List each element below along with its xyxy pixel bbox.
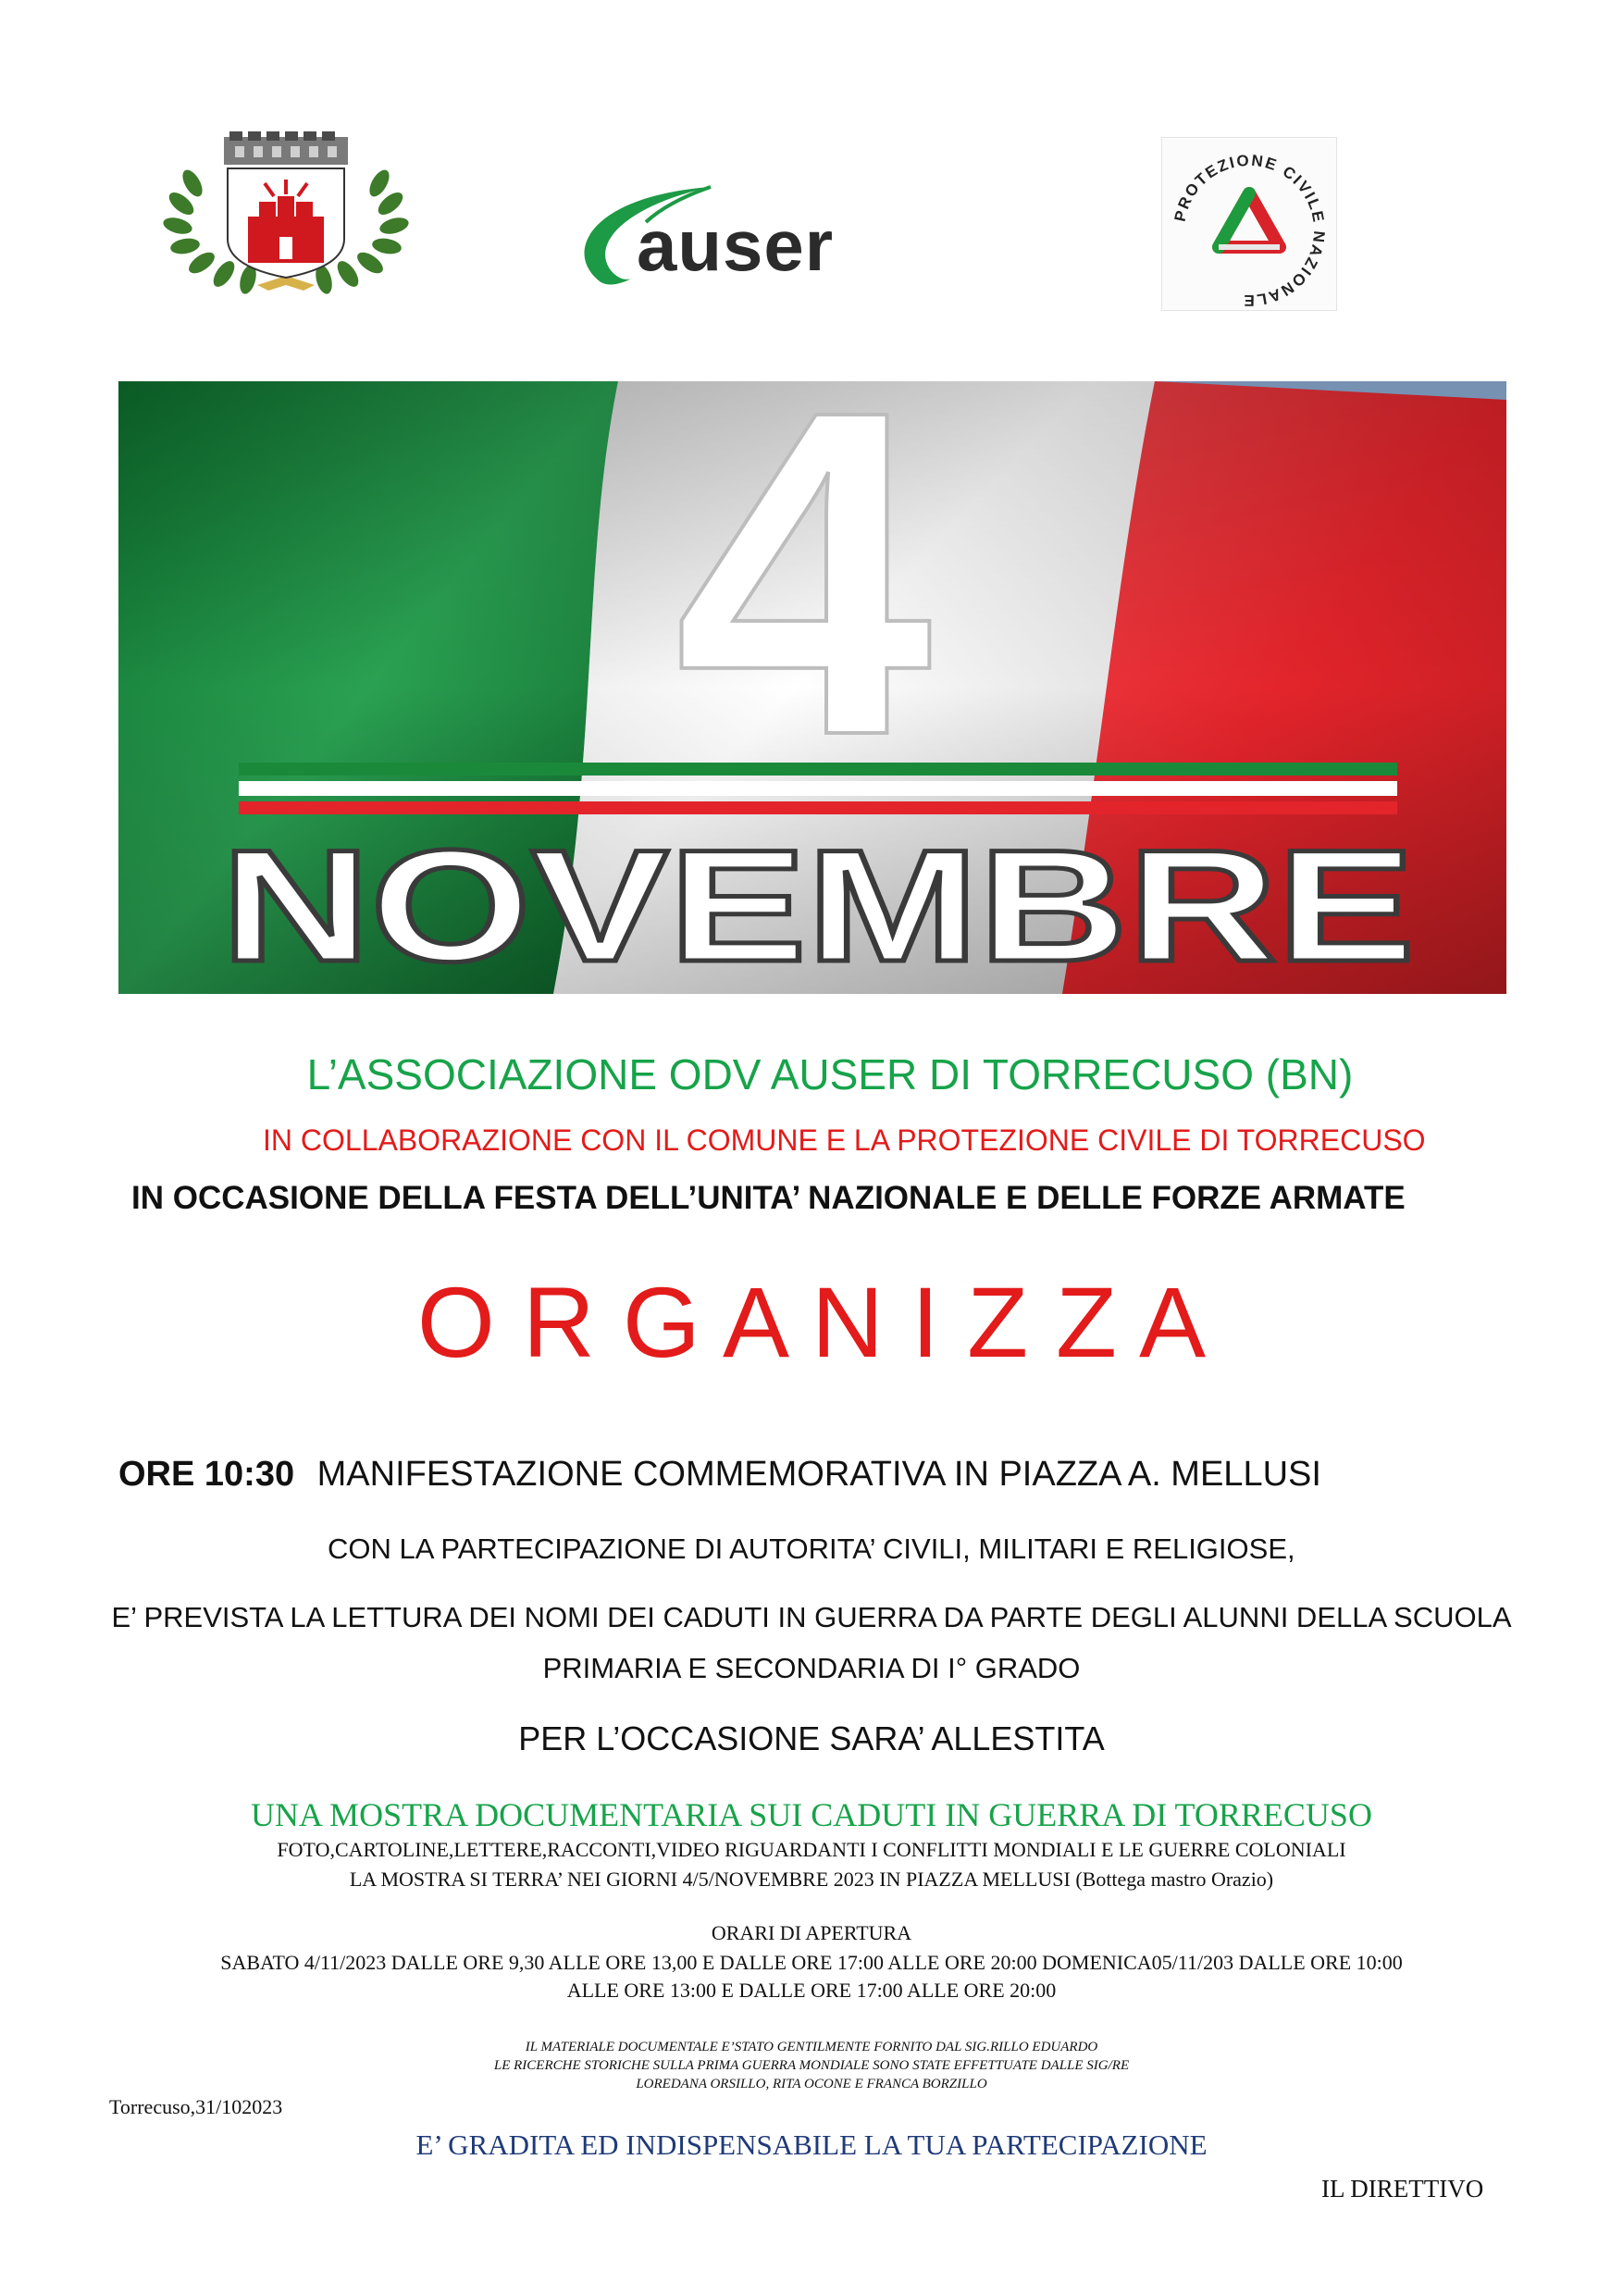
svg-text:PROTEZIONE CIVILE NAZIONALE [1171, 152, 1329, 309]
hours-line-1: SABATO 4/11/2023 DALLE ORE 9,30 ALLE ORE 13,00 E DALLE ORE 17:00 ALLE ORE 20:00 DOMENICA05/11/203 DALLE ORE 10:00 [220, 1951, 1403, 1974]
program-event: MANIFESTAZIONE COMMEMORATIVA IN PIAZZA A. MELLUSI [316, 1455, 1321, 1494]
credits-line-1: IL MATERIALE DOCUMENTALE E’STATO GENTILMENTE FORNITO DAL SIG.RILLO EDUARDO [525, 2040, 1098, 2054]
hours-title: ORARI DI APERTURA [711, 1921, 912, 1944]
association-title: L’ASSOCIAZIONE ODV AUSER DI TORRECUSO (BN) [306, 1050, 1354, 1098]
occasion-line: IN OCCASIONE DELLA FESTA DELL’UNITA’ NAZIONALE E DELLE FORZE ARMATE [131, 1180, 1406, 1216]
place-date: Torrecuso,31/102023 [109, 2095, 283, 2118]
reading-line-2: PRIMARIA E SECONDARIA DI I° GRADO [542, 1652, 1081, 1684]
auser-logo [572, 178, 935, 289]
credits-line-3: LOREDANA ORSILLO, RITA OCONE E FRANCA BORZILLO [636, 2077, 987, 2091]
banner-month: NOVEMBRE [221, 817, 1415, 994]
exhibition-contents: FOTO,CARTOLINE,LETTERE,RACCONTI,VIDEO RIGUARDANTI I CONFLITTI MONDIALI E LE GUERRE COLONIALI [277, 1838, 1346, 1861]
coat-of-arms [155, 128, 416, 296]
call-to-action: E’ GRADITA ED INDISPENSABILE LA TUA PARTECIPAZIONE [415, 2128, 1208, 2161]
collaboration-line: IN COLLABORAZIONE CON IL COMUNE E LA PROTEZIONE CIVILE DI TORRECUSO [263, 1123, 1426, 1157]
exhibition-dates: LA MOSTRA SI TERRA’ NEI GIORNI 4/5/NOVEMBRE 2023 IN PIAZZA MELLUSI (Bottega mastro Orazio) [349, 1868, 1274, 1891]
participation-line: CON LA PARTECIPAZIONE DI AUTORITA’ CIVILI, MILITARI E RELIGIOSE, [328, 1533, 1295, 1565]
program-time: ORE 10:30 [118, 1455, 295, 1494]
organizza-heading: O R G A N I Z Z A [416, 1266, 1207, 1378]
protezione-civile-logo-text: PROTEZIONE CIVILE NAZIONALE [1171, 151, 1329, 310]
allestita-line: PER L’OCCASIONE SARA’ ALLESTITA [518, 1719, 1105, 1757]
torrecuso-coat-of-arms-icon [155, 128, 416, 296]
program-line [118, 1455, 1321, 1495]
banner-number: 4 [674, 381, 933, 831]
signature: IL DIRETTIVO [1321, 2175, 1484, 2203]
protezione-civile-logo [1161, 137, 1337, 311]
banner-4-novembre [118, 381, 1506, 994]
reading-line-1: E’ PREVISTA LA LETTURA DEI NOMI DEI CADUTI IN GUERRA DA PARTE DEGLI ALUNNI DELLA SCUOLA [111, 1601, 1512, 1633]
italian-flag-image [118, 381, 1506, 994]
protezione-civile-triangle-icon [1162, 138, 1336, 310]
credits-line-2: LE RICERCHE STORICHE SULLA PRIMA GUERRA MONDIALE SONO STATE EFFETTUATE DALLE SIG/RE [493, 2058, 1130, 2073]
hours-line-2: ALLE ORE 13:00 E DALLE ORE 17:00 ALLE ORE 20:00 [566, 1979, 1057, 2002]
auser-logo-text: auser [637, 205, 835, 286]
exhibition-title: UNA MOSTRA DOCUMENTARIA SUI CADUTI IN GUERRA DI TORRECUSO [251, 1796, 1372, 1833]
